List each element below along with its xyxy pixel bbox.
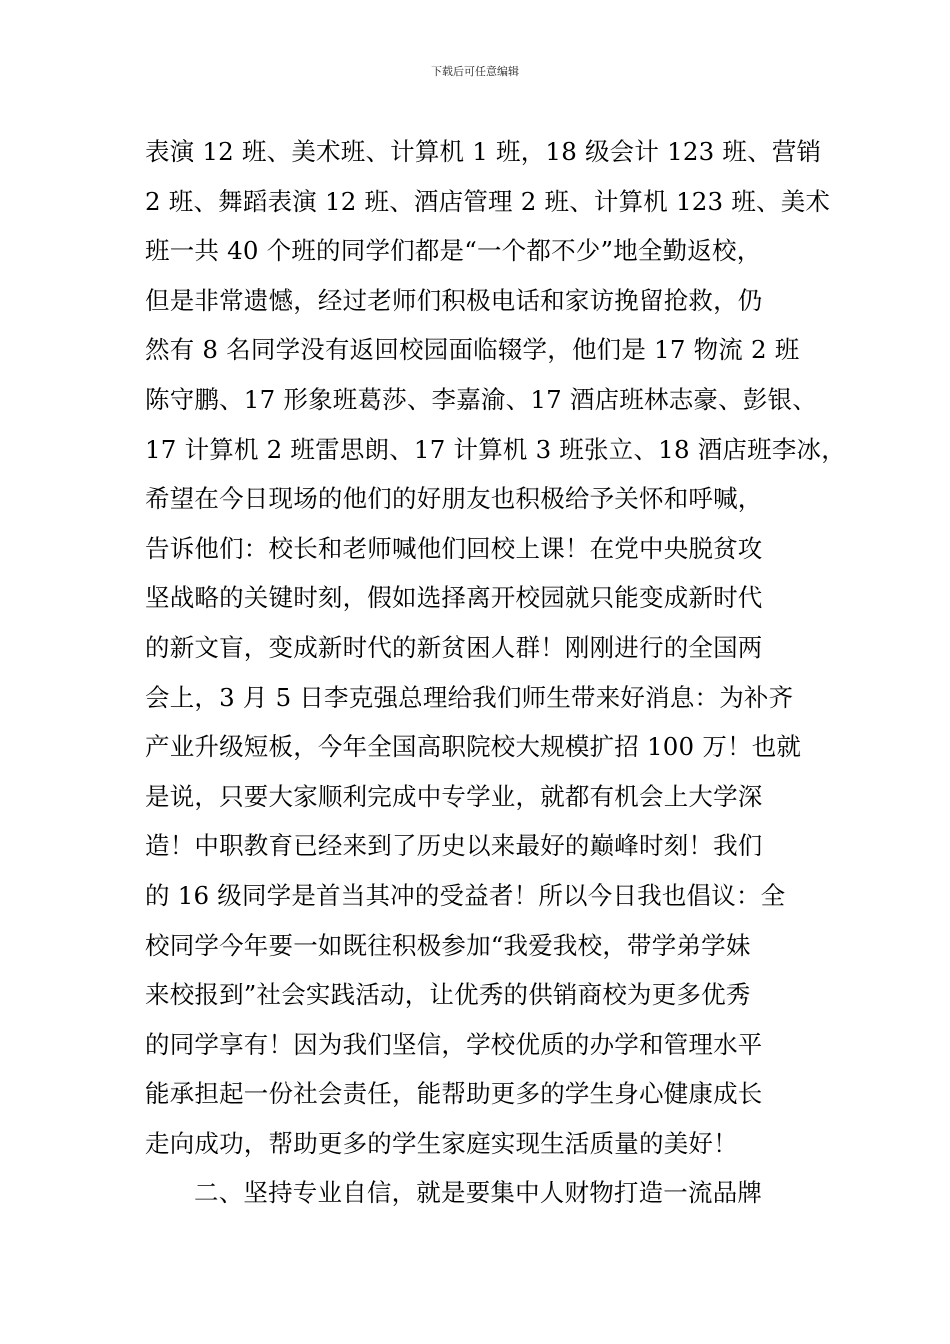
body-line: 告诉他们：校长和老师喊他们回校上课！在党中央脱贫攻 <box>145 533 763 563</box>
body-line: 能承担起一份社会责任，能帮助更多的学生身心健康成长 <box>145 1079 763 1109</box>
body-line: 表演 12 班、美术班、计算机 1 班，18 级会计 123 班、营销 <box>145 137 822 166</box>
body-line: 造！中职教育已经来到了历史以来最好的巅峰时刻！我们 <box>145 831 763 861</box>
body-line: 的新文盲，变成新时代的新贫困人群！刚刚进行的全国两 <box>145 632 763 662</box>
document-body <box>145 127 846 1218</box>
body-line: 坚战略的关键时刻，假如选择离开校园就只能变成新时代 <box>145 583 763 613</box>
body-line: 陈守鹏、17 形象班葛莎、李嘉渝、17 酒店班林志豪、彭银、 <box>145 384 817 414</box>
section-heading: 二、坚持专业自信，就是要集中人财物打造一流品牌 <box>194 1178 763 1208</box>
body-line: 是说，只要大家顺利完成中专学业，就都有机会上大学深 <box>145 781 763 811</box>
body-line: 希望在今日现场的他们的好朋友也积极给予关怀和呼喊， <box>145 484 763 514</box>
body-line: 的同学享有！因为我们坚信，学校优质的办学和管理水平 <box>145 1029 763 1059</box>
page-header: 下载后可任意编辑 <box>431 65 519 78</box>
body-line: 会上，3 月 5 日李克强总理给我们师生带来好消息：为补齐 <box>145 682 794 712</box>
body-line: 校同学今年要一如既往积极参加“我爱我校，带学弟学妹 <box>145 930 751 960</box>
body-line: 走向成功，帮助更多的学生家庭实现生活质量的美好！ <box>145 1128 738 1158</box>
body-line: 但是非常遗憾，经过老师们积极电话和家访挽留抢救，仍 <box>145 285 763 315</box>
body-line: 的 16 级同学是首当其冲的受益者！所以今日我也倡议：全 <box>145 880 786 910</box>
body-line: 然有 8 名同学没有返回校园面临辍学，他们是 17 物流 2 班 <box>145 335 800 365</box>
body-line: 17 计算机 2 班雷思朗、17 计算机 3 班张立、18 酒店班李冰， <box>145 434 846 464</box>
body-line: 来校报到”社会实践活动，让优秀的供销商校为更多优秀 <box>145 980 751 1010</box>
body-line: 产业升级短板，今年全国高职院校大规模扩招 100 万！也就 <box>145 732 802 762</box>
body-line: 班一共 40 个班的同学们都是“一个都不少”地全勤返校， <box>145 236 762 266</box>
body-line: 2 班、舞蹈表演 12 班、酒店管理 2 班、计算机 123 班、美术 <box>145 186 831 216</box>
